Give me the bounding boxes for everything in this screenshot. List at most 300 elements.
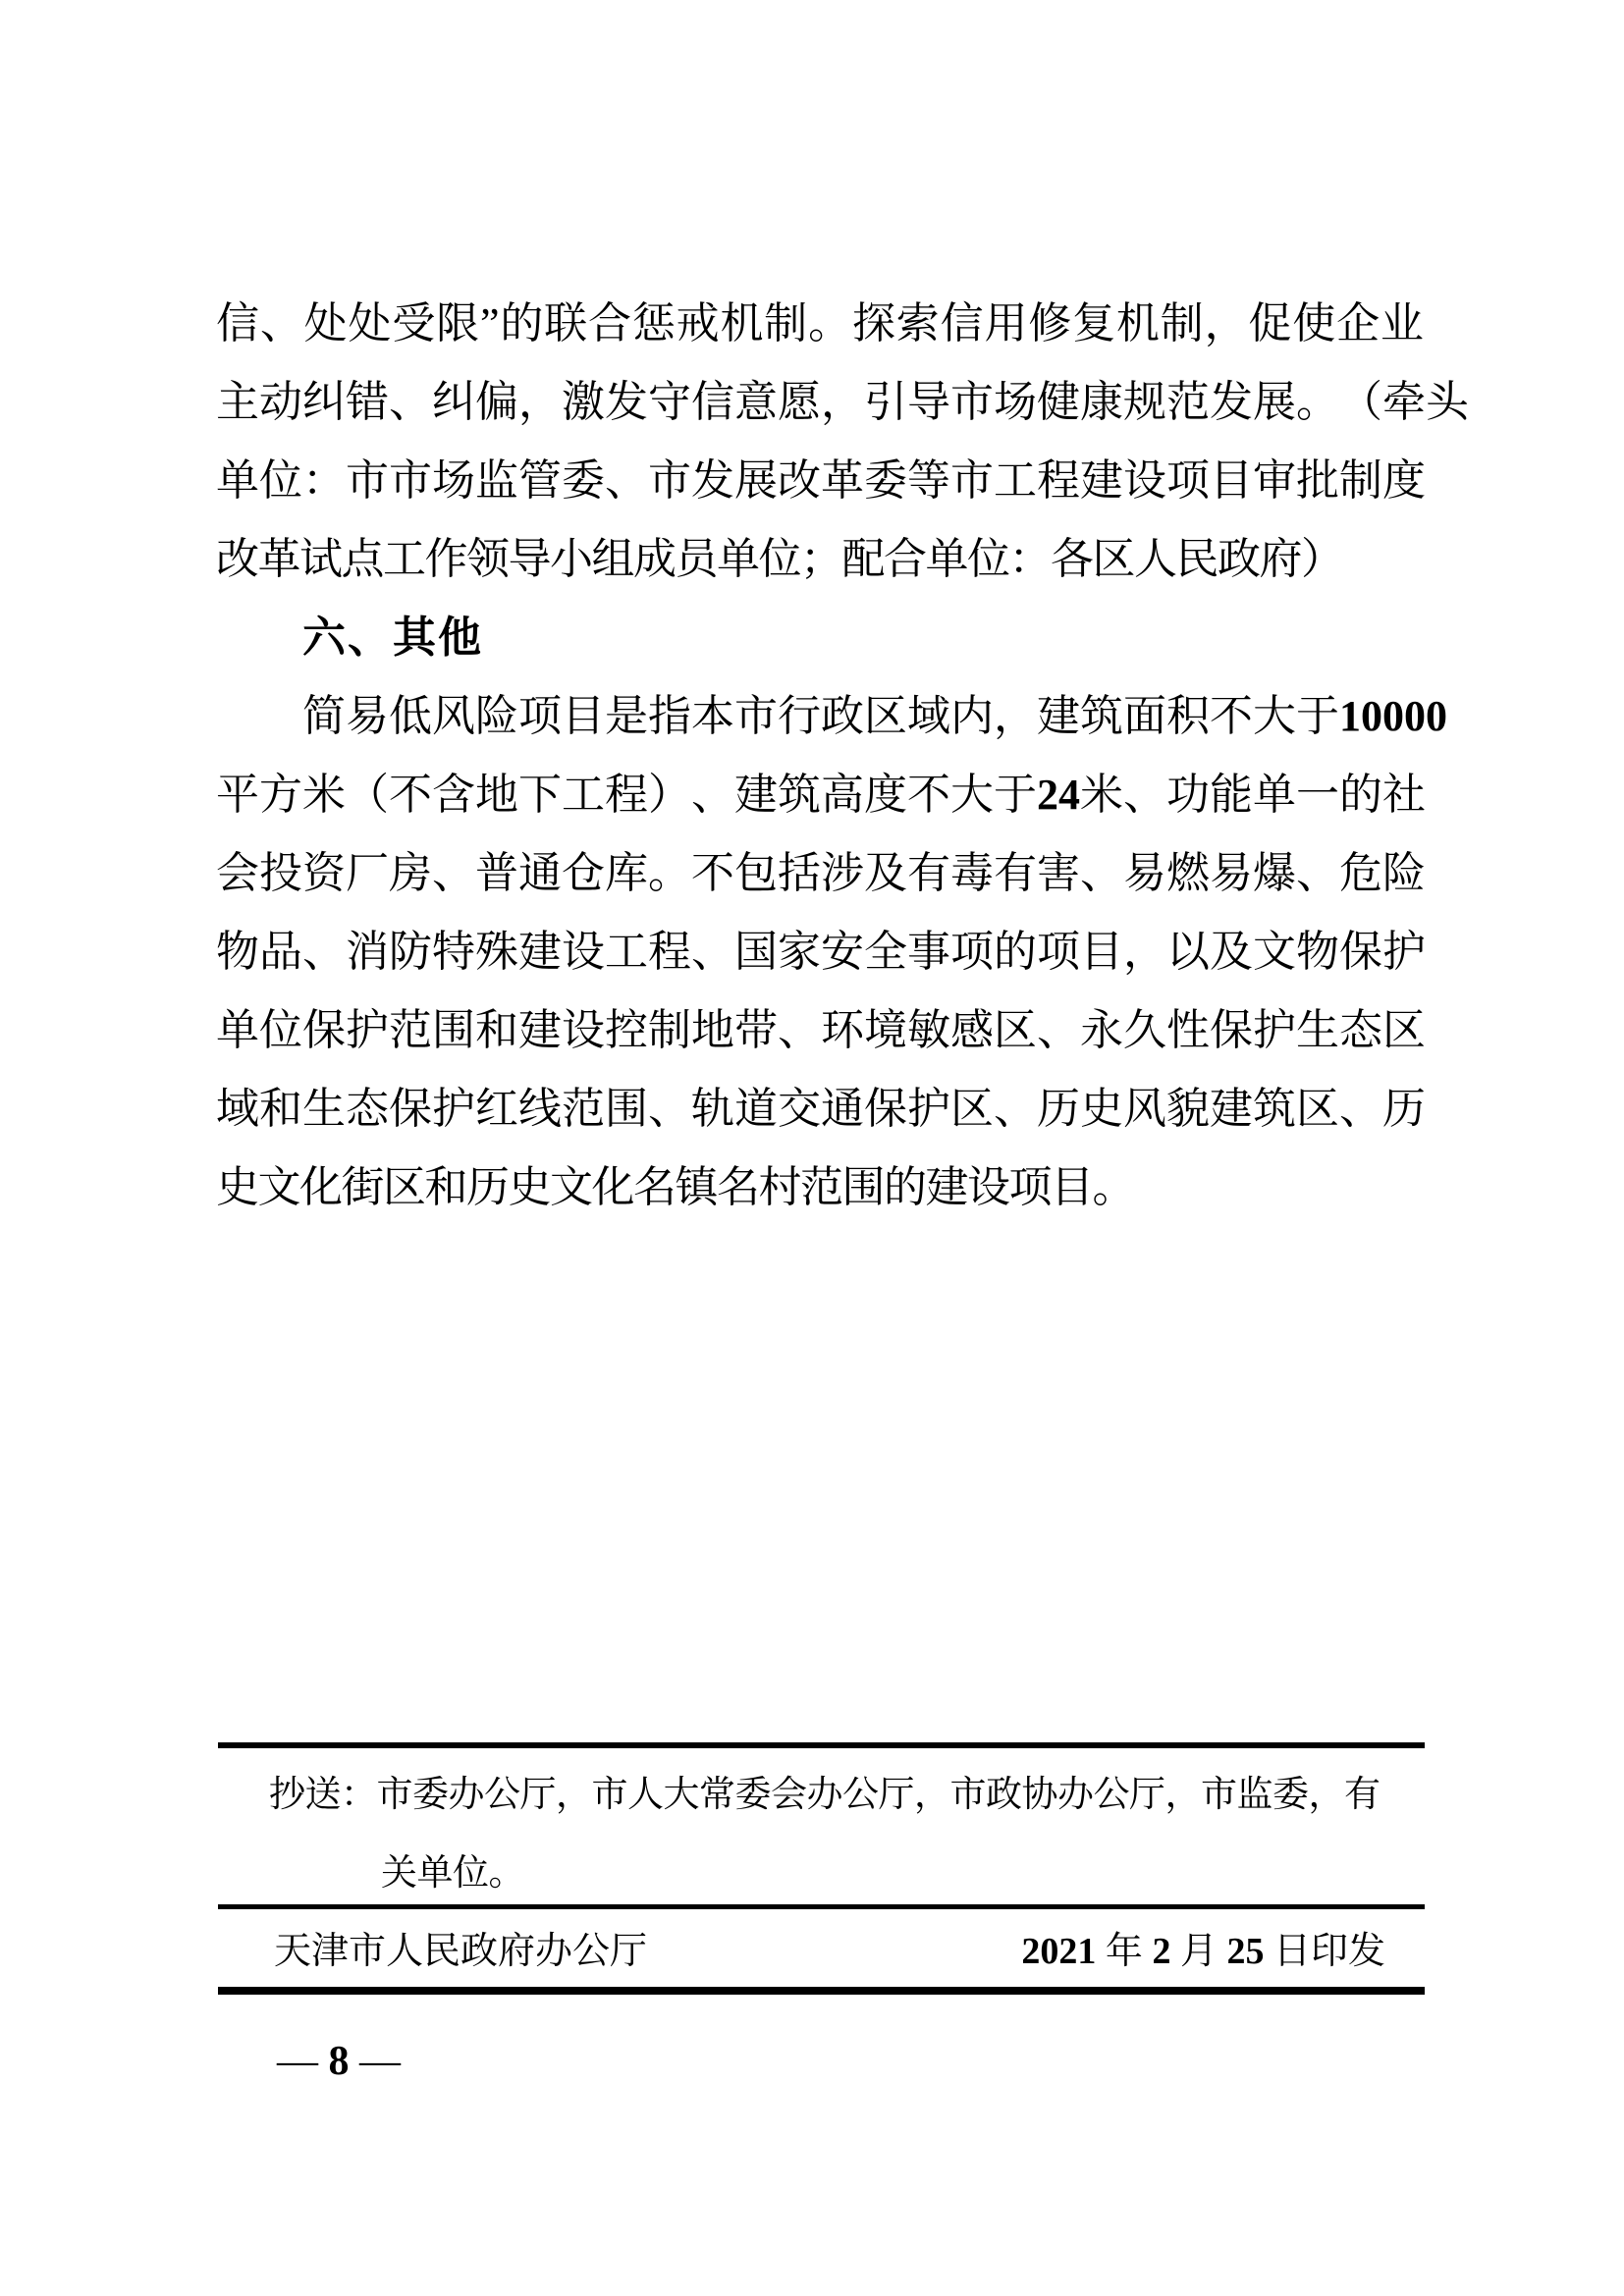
text-token: 名 [717,1163,759,1211]
text-token: 街 [341,1163,383,1211]
text-token: 安 [821,928,864,976]
text-line [216,442,1424,520]
text-token: 项 [518,692,562,740]
text-line [216,285,1424,363]
text-token: 用 [984,299,1028,347]
text-token: 主 [216,378,259,426]
text-token: 地 [475,771,518,819]
text-token: 工 [994,456,1037,505]
text-token: 能 [1210,771,1253,819]
text-token: 历 [466,1163,509,1211]
text-line [1021,1931,1385,1972]
text-token: 及 [1210,928,1253,976]
text-token: 厂 [346,849,389,897]
text-token: 高 [821,771,864,819]
text-token: 保 [864,1085,907,1133]
text-token: 易 [1210,849,1253,897]
text-token: 家 [778,928,821,976]
text-token: 发 [691,456,734,505]
text-token: ， [1123,928,1166,976]
text-token: 含 [432,771,475,819]
text-token: 、 [648,1085,691,1133]
bold-number: 2 [1152,1931,1180,1972]
text-token: ， [1204,299,1248,347]
text-token: 、 [1123,771,1166,819]
text-token: 作 [424,535,466,583]
text-token: 民 [1175,535,1218,583]
text-token: 仓 [562,849,605,897]
text-token [1143,1931,1153,1972]
text-token: 员 [675,535,717,583]
text-token: 合 [587,299,631,347]
text-token: 不 [1210,692,1253,740]
text-token: 范 [800,1163,842,1211]
text-token: 毒 [950,849,994,897]
text-token: 性 [1166,1006,1210,1054]
text-token: 资 [302,849,346,897]
text-token: 物 [216,928,259,976]
text-token: 风 [1123,1085,1166,1133]
text-token: 、 [691,771,734,819]
text-line [216,1070,1424,1148]
text-token: — [277,2039,318,2084]
text-token: 程 [605,771,648,819]
text-token: 险 [475,692,518,740]
body-text-block [216,285,1469,1227]
text-token: 文 [257,1163,299,1211]
text-token: 简 [302,692,346,740]
text-token: 有 [994,849,1037,897]
text-line [216,756,1424,834]
text-token: 项 [1037,928,1080,976]
text-line [216,363,1469,442]
text-token: 配 [841,535,884,583]
text-token: 制 [1339,456,1382,505]
text-token: 功 [1166,771,1210,819]
text-token: 不 [907,771,950,819]
text-token: 联 [544,299,588,347]
text-token: 生 [1296,1006,1339,1054]
text-token: 位 [259,1006,302,1054]
text-token: 机 [720,299,764,347]
text-token: 批 [1296,456,1339,505]
text-token: 位 [967,535,1009,583]
text-token: 惩 [631,299,676,347]
text-token: 头 [1426,378,1469,426]
text-token: 交 [778,1085,821,1133]
text-token: 、 [1339,1085,1382,1133]
text-token: 筑 [1080,692,1123,740]
text-token: 成 [633,535,676,583]
text-token: 事 [907,928,950,976]
text-token: 控 [605,1006,648,1054]
text-token: 复 [1072,299,1116,347]
text-token: 企 [1336,299,1380,347]
text-token: 愿 [778,378,821,426]
text-token: 建 [518,928,562,976]
text-token: 貌 [1166,1085,1210,1133]
text-token: 单 [925,535,967,583]
text-token: 府 [1259,535,1301,583]
text-token: 项 [1166,456,1210,505]
text-token: 点 [341,535,383,583]
text-token: ， [518,378,562,426]
text-token: 房 [389,849,432,897]
text-token: 燃 [1166,849,1210,897]
copy-to-line-1: 抄送：市委办公厅，市人大常委会办公厅，市政协办公厅，市监委，有 [269,1775,1380,1815]
text-token: 包 [734,849,778,897]
text-token: 监 [475,456,518,505]
text-token: 行 [778,692,821,740]
text-token: 设 [562,1006,605,1054]
text-token: （ [346,771,389,819]
text-token: 位 [758,535,800,583]
text-token: 指 [648,692,691,740]
text-token: — [359,2039,401,2084]
text-token: 防 [389,928,432,976]
text-token: 本 [691,692,734,740]
text-token: 于 [1296,692,1339,740]
text-token: 、 [605,456,648,505]
text-token: 度 [864,771,907,819]
text-token: 、 [259,299,303,347]
text-token: 领 [466,535,509,583]
text-token: 围 [841,1163,884,1211]
text-token: 区 [1296,1085,1339,1133]
text-token: 市 [648,456,691,505]
text-token: 。 [808,299,852,347]
section-heading [216,599,1424,677]
text-token: 范 [389,1006,432,1054]
text-line [216,520,1424,599]
text-token: 发 [1347,1931,1385,1972]
text-token: 索 [895,299,940,347]
text-token: 一 [1296,771,1339,819]
text-token: 设 [967,1163,1009,1211]
text-token: 建 [1037,692,1080,740]
text-token: 会 [216,849,259,897]
text-token: 环 [821,1006,864,1054]
text-token: 不 [389,771,432,819]
text-token: 场 [432,456,475,505]
text-token: 发 [1210,378,1253,426]
text-token: 大 [950,771,994,819]
text-line [216,991,1424,1070]
text-token: ： [1008,535,1051,583]
text-token: 、 [1296,849,1339,897]
page-number [277,2026,401,2097]
text-token: 工 [605,928,648,976]
text-token: 建 [1210,1085,1253,1133]
footer-middle-rule [218,1904,1425,1909]
footer-bottom-rule [218,1987,1425,1995]
issuing-agency: 天津市人民政府办公厅 [274,1931,648,1972]
text-token: 年 [1105,1931,1143,1972]
text-token: 委 [864,456,907,505]
text-token: 名 [633,1163,676,1211]
text-token: 动 [259,378,302,426]
text-token: 业 [1380,299,1424,347]
text-token: 组 [591,535,633,583]
text-token: 、 [1080,849,1123,897]
text-token: 涉 [821,849,864,897]
bold-number: 24 [1037,771,1080,819]
text-token: 历 [1382,1085,1426,1133]
text-token: 史 [216,1163,258,1211]
text-token: 引 [864,378,907,426]
text-token: 通 [821,1085,864,1133]
text-token: 投 [259,849,302,897]
text-token: 。 [1092,1163,1134,1211]
text-token: 域 [907,692,950,740]
text-token: 场 [994,378,1037,426]
text-token: 保 [1210,1006,1253,1054]
text-token: 受 [392,299,436,347]
text-token: 范 [1166,378,1210,426]
text-token: 的 [884,1163,926,1211]
text-token: 发 [605,378,648,426]
text-token: 保 [1339,928,1382,976]
text-token: 程 [1037,456,1080,505]
text-token: 管 [518,456,562,505]
text-token: 修 [1028,299,1072,347]
bold-number: 8 [328,2039,350,2084]
text-token: 小 [550,535,592,583]
text-token: 、 [778,1006,821,1054]
text-token: ， [821,378,864,426]
bold-number: 25 [1226,1931,1273,1972]
text-token: 信 [691,378,734,426]
text-token: 通 [518,849,562,897]
text-token: 市 [950,378,994,426]
text-token: 革 [257,535,299,583]
text-token: 意 [734,378,778,426]
text-token: 筑 [1253,1085,1296,1133]
text-token: 他 [438,613,483,663]
text-token [318,2039,329,2084]
text-token: 和 [424,1163,466,1211]
text-token: 社 [1382,771,1426,819]
text-token: 险 [1382,849,1426,897]
text-token: 印 [1310,1931,1348,1972]
text-token: 方 [259,771,302,819]
text-token: 单 [216,1006,259,1054]
text-token: 政 [821,692,864,740]
text-token: 限 [436,299,480,347]
text-token: 区 [1382,1006,1426,1054]
text-token: 爆 [1253,849,1296,897]
text-token: 处 [303,299,348,347]
text-token: 米 [302,771,346,819]
text-token: 机 [1115,299,1160,347]
text-token: 守 [648,378,691,426]
text-token: 库 [605,849,648,897]
text-token: 史 [1080,1085,1123,1133]
text-token: 害 [1037,849,1080,897]
text-token: ： [302,456,346,505]
text-token: 市 [389,456,432,505]
text-token: 规 [1123,378,1166,426]
text-token: 区 [950,1085,994,1133]
text-token: 、 [302,928,346,976]
text-token: 政 [1218,535,1260,583]
text-token: ） [648,771,691,819]
text-token: 市 [950,456,994,505]
text-token: 处 [348,299,392,347]
text-line [216,677,1447,756]
text-token: 错 [346,378,389,426]
text-token: 史 [508,1163,550,1211]
text-token: 感 [950,1006,994,1054]
text-token: 信 [940,299,984,347]
text-token: 戒 [676,299,720,347]
text-token: 大 [1253,692,1296,740]
text-token: 工 [383,535,425,583]
text-token: 道 [734,1085,778,1133]
text-token: 设 [562,928,605,976]
text-token: 区 [864,692,907,740]
text-token: 制 [764,299,808,347]
text-token: 的 [994,928,1037,976]
text-token: 审 [1253,456,1296,505]
text-token: 、 [389,378,432,426]
text-token: 健 [1037,378,1080,426]
text-token: 建 [518,1006,562,1054]
text-token: 项 [950,928,994,976]
text-token: ， [994,692,1037,740]
text-token: 促 [1248,299,1292,347]
text-token: 易 [346,692,389,740]
text-token: 牵 [1382,378,1426,426]
text-token: 单 [216,456,259,505]
text-token: 试 [299,535,342,583]
text-token: 和 [475,1006,518,1054]
text-token: 程 [648,928,691,976]
text-token: 及 [864,849,907,897]
issuer-row [274,1916,1385,1987]
text-token: 久 [1123,1006,1166,1054]
text-token: ） [1301,535,1343,583]
text-token: 和 [259,1085,302,1133]
text-token: 轨 [691,1085,734,1133]
text-token: 保 [302,1006,346,1054]
text-token: 的 [1339,771,1382,819]
text-line [277,2039,401,2084]
text-token: 纠 [302,378,346,426]
text-token: （ [1339,378,1382,426]
text-token: 六 [302,613,348,663]
text-token: 带 [734,1006,778,1054]
text-token: 目 [1210,456,1253,505]
text-token: 品 [259,928,302,976]
text-token: 低 [389,692,432,740]
text-token: 筑 [778,771,821,819]
text-token: 围 [605,1085,648,1133]
text-token: 改 [216,535,258,583]
text-token: 革 [821,456,864,505]
text-token: 建 [734,771,778,819]
text-token: 文 [1253,928,1296,976]
text-token: 展 [734,456,778,505]
text-line [216,1148,1424,1227]
text-token: 是 [605,692,648,740]
text-token: 线 [518,1085,562,1133]
text-token: 导 [907,378,950,426]
text-token: 面 [1123,692,1166,740]
text-token: 位 [259,456,302,505]
text-token: 内 [950,692,994,740]
text-token: 市 [346,456,389,505]
text-token: 、 [348,613,393,663]
text-token: 项 [1008,1163,1051,1211]
text-token: 范 [562,1085,605,1133]
text-token: 市 [734,692,778,740]
text-token: 保 [389,1085,432,1133]
text-token: 积 [1166,692,1210,740]
text-token: 导 [508,535,550,583]
text-token: 平 [216,771,259,819]
text-token: 护 [432,1085,475,1133]
text-token: 不 [691,849,734,897]
text-token: 建 [925,1163,967,1211]
text-token: 其 [393,613,438,663]
text-token: 偏 [475,378,518,426]
text-token: 普 [475,849,518,897]
text-token: 文 [550,1163,592,1211]
text-token: 人 [1134,535,1176,583]
text-token: 度 [1382,456,1426,505]
text-token: 、 [432,849,475,897]
text-token: 护 [1253,1006,1296,1054]
text-token: 敏 [907,1006,950,1054]
text-token: 激 [562,378,605,426]
text-token: 单 [1253,771,1296,819]
text-token: 易 [1123,849,1166,897]
text-token: 护 [1382,928,1426,976]
text-line [216,834,1424,913]
text-token: 建 [1080,456,1123,505]
text-token: ” [479,299,500,347]
text-token: 区 [994,1006,1037,1054]
bold-number: 10000 [1339,692,1447,740]
text-token: 信 [216,299,259,347]
text-token: 单 [717,535,759,583]
print-date [1021,1916,1385,1987]
text-token: 改 [778,456,821,505]
text-token: 各 [1051,535,1093,583]
text-token: 围 [432,1006,475,1054]
copy-to-block [269,1756,1425,1913]
text-token: 、 [1037,1006,1080,1054]
text-token: 化 [299,1163,342,1211]
text-token: 目 [1051,1163,1093,1211]
text-token: 于 [994,771,1037,819]
text-token: 生 [302,1085,346,1133]
text-token: 。 [648,849,691,897]
text-token: 括 [778,849,821,897]
text-token: 纠 [432,378,475,426]
text-line [216,913,1424,991]
text-token: 、 [994,1085,1037,1133]
text-token: 月 [1179,1931,1218,1972]
text-token: 目 [1080,928,1123,976]
text-token: 全 [864,928,907,976]
copy-to-line-2: 关单位。 [381,1853,524,1894]
text-token: 历 [1037,1085,1080,1133]
text-token: 使 [1292,299,1336,347]
text-token: 合 [884,535,926,583]
text-token: 有 [907,849,950,897]
